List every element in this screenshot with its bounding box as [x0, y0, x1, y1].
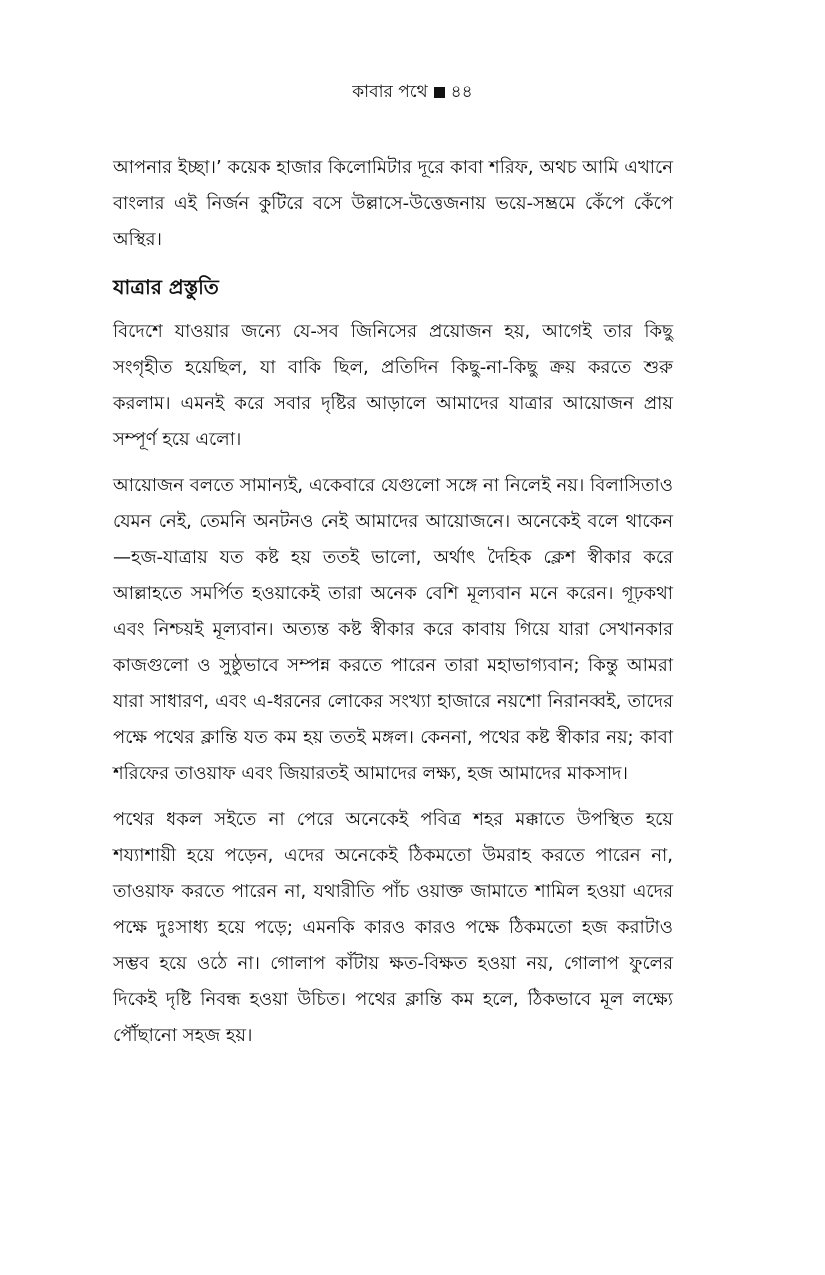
- body-paragraph: বিদেশে যাওয়ার জন্যে যে-সব জিনিসের প্রয়োজন হয়, আগেই তার কিছু সংগৃহীত হয়েছিল, যা বাকি ছিল, প্রতিদিন কিছু-না-কিছু ক্রয় করতে শুরু করলাম। এমনই করে সবার দৃষ্টির আড়ালে আমাদের যাত্রার আয়োজন প্রায় সম্পূর্ণ হয়ে এলো।: [113, 321, 673, 450]
- book-title: কাবার পথে: [352, 82, 428, 102]
- body-paragraph: আয়োজন বলতে সামান্যই, একেবারে যেগুলো সঙ্গে না নিলেই নয়। বিলাসিতাও যেমন নেই, তেমনি অনটনও নেই আমাদের আয়োজনে। অনেকেই বলে থাকেন—হজ-যাত্রায় যত কষ্ট হয় ততই ভালো, অর্থাৎ দৈহিক ক্লেশ স্বীকার করে আল্লাহতে সমর্পিত হওয়াকেই তারা অনেক বেশি মূল্যবান মনে করেন। গূঢ়কথা এবং নিশ্চয়ই মূল্যবান। অত্যন্ত কষ্ট স্বীকার করে কাবায় গিয়ে যারা সেখানকার কাজগুলো ও সুষ্ঠুভাবে সম্পন্ন করতে পারেন তারা মহাভাগ্যবান; কিন্তু আমরা যারা সাধারণ, এবং এ-ধরনের লোকের সংখ্যা হাজারে নয়শো নিরানব্বই, তাদের পক্ষে পথের ক্লান্তি যত কম হয় ততই মঙ্গল। কেননা, পথের কষ্ট স্বীকার নয়; কাবা শরিফের তাওয়াফ এবং জিয়ারতই আমাদের লক্ষ্য, হজ আমাদের মাকসাদ।: [113, 475, 673, 784]
- body-paragraph: পথের ধকল সইতে না পেরে অনেকেই পবিত্র শহর মক্কাতে উপস্থিত হয়ে শয্যাশায়ী হয়ে পড়েন, এদের অনেকেই ঠিকমতো উমরাহ করতে পারেন না, তাওয়াফ করতে পারেন না, যথারীতি পাঁচ ওয়াক্ত জামাতে শামিল হওয়া এদের পক্ষে দুঃসাধ্য হয়ে পড়ে; এমনকি কারও কারও পক্ষে ঠিকমতো হজ করাটাও সম্ভব হয়ে ওঠে না। গোলাপ কাঁটায় ক্ষত-বিক্ষত হওয়া নয়, গোলাপ ফুলের দিকেই দৃষ্টি নিবন্ধ হওয়া উচিত। পথের ক্লান্তি কম হলে, ঠিকভাবে মূল লক্ষ্যে পৌঁছানো সহজ হয়।: [113, 809, 673, 1046]
- section-heading: যাত্রার প্রস্তুতি: [113, 275, 219, 299]
- page-body: [113, 150, 673, 1054]
- running-header: [0, 80, 825, 104]
- page-number: ৪৪: [450, 82, 473, 102]
- intro-paragraph: আপনার ইচ্ছা।’ কয়েক হাজার কিলোমিটার দূরে কাবা শরিফ, অথচ আমি এখানে বাংলার এই নির্জন কুটিরে বসে উল্লাসে-উত্তেজনায় ভয়ে-সম্ভ্রমে কেঁপে কেঁপে অস্থির।: [113, 157, 673, 250]
- separator-square-icon: [434, 87, 445, 98]
